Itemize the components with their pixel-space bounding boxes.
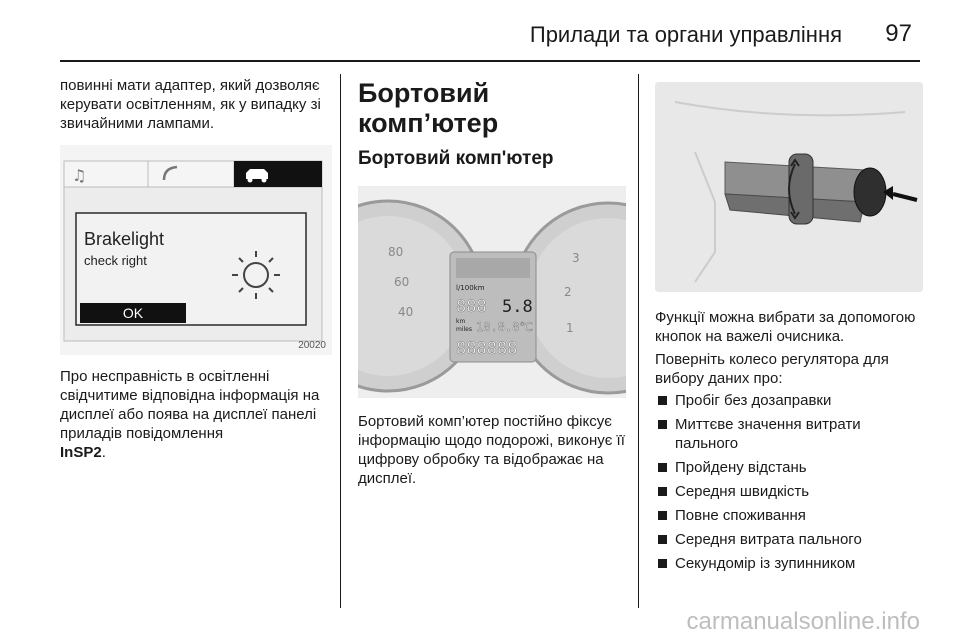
- svg-text:80: 80: [388, 245, 404, 259]
- column-divider: [340, 74, 341, 608]
- list-item: Середня витрата пального: [655, 530, 923, 549]
- instrument-cluster-illustration: [358, 186, 626, 398]
- data-list: [655, 391, 923, 573]
- svg-text:5.8: 5.8: [502, 297, 533, 317]
- list-item: Повне споживання: [655, 506, 923, 525]
- list-item: Пройдену відстань: [655, 458, 923, 477]
- paragraph-wheel: Поверніть колесо регулятора для вибору даних про:: [655, 351, 889, 387]
- header-rule: [60, 60, 920, 62]
- paragraph-functions: Функції можна вибрати за допомогою кнопок на важелі очисника.: [655, 309, 916, 345]
- column-3: [655, 82, 923, 578]
- page-number: 97: [885, 20, 912, 47]
- message-text: check right: [84, 253, 147, 268]
- distance-unit-miles: miles: [456, 326, 472, 333]
- display-figure: [60, 145, 332, 355]
- column-1: [60, 76, 332, 462]
- svg-text:♫: ♫: [72, 166, 87, 185]
- intro-paragraph: повинні мати адаптер, який дозволяє керувати освітленням, як у випадку зі звичайними лампами.: [60, 77, 321, 132]
- body-end: .: [101, 444, 106, 461]
- page-header: [60, 14, 920, 62]
- figure-number: 20020: [298, 340, 326, 351]
- message-title: Brakelight: [84, 229, 165, 249]
- ok-button: OK: [122, 305, 144, 321]
- svg-text:1: 1: [566, 321, 574, 335]
- svg-text:40: 40: [398, 305, 414, 319]
- wiper-stalk-illustration: [655, 82, 923, 292]
- list-item: Середня швидкість: [655, 482, 923, 501]
- body-paragraph: Бортовий комп’ютер постійно фіксує інформацію щодо подорожі, виконує її цифрову обробку та відображає на дисплеї.: [358, 413, 625, 487]
- watermark: carmanualsonline.info: [686, 608, 920, 635]
- instrument-cluster-figure: [358, 186, 626, 398]
- body-paragraph: [60, 367, 332, 462]
- svg-text:888: 888: [456, 297, 487, 317]
- svg-text:3: 3: [572, 251, 580, 265]
- body-text: Про несправність в освітленні свідчитиме відповідна інформація на дисплеї або поява на дисплеї панелі приладів повідомлення: [60, 368, 320, 442]
- list-item: Секундомір із зупинником: [655, 554, 923, 573]
- svg-text:2: 2: [564, 285, 572, 299]
- list-item: Миттєве значення витрати пального: [655, 415, 923, 453]
- distance-unit-km: km: [456, 318, 466, 325]
- section-subheading: Бортовий комп'ютер: [358, 148, 554, 169]
- music-note-icon: [72, 166, 86, 185]
- svg-text:888888: 888888: [456, 339, 518, 359]
- message-code: InSP2: [60, 444, 102, 461]
- column-2: [358, 78, 626, 488]
- list-item: Пробіг без дозаправки: [655, 391, 923, 410]
- stalk-figure: [655, 82, 923, 292]
- svg-text:60: 60: [394, 275, 410, 289]
- column-divider: [638, 74, 639, 608]
- svg-text:18.8.8℃: 18.8.8℃: [476, 320, 533, 334]
- page-title: Прилади та органи управління: [529, 22, 842, 47]
- section-heading: Бортовий комп’ютер: [358, 78, 499, 138]
- display-screen: [60, 145, 332, 355]
- consumption-unit: l/100km: [456, 284, 485, 292]
